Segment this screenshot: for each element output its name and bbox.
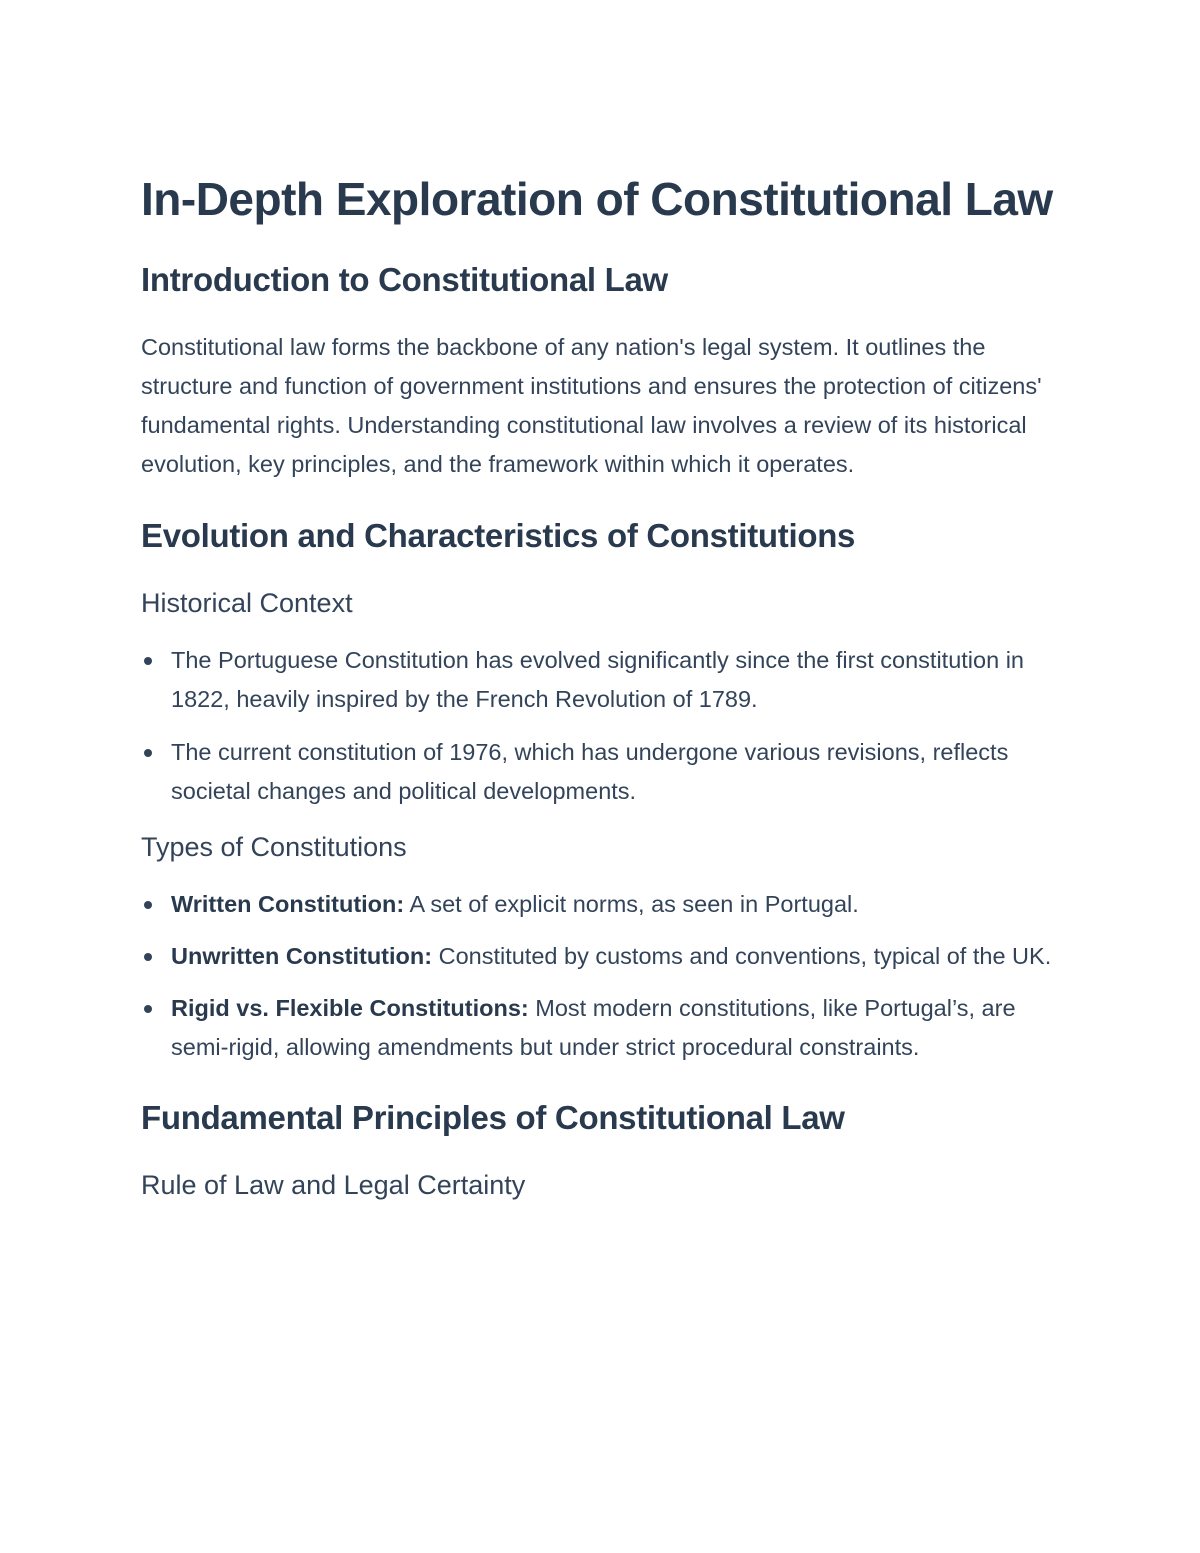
list-item-text: A set of explicit norms, as seen in Portugal. bbox=[404, 891, 859, 917]
bullet-icon bbox=[144, 1005, 152, 1013]
document-page bbox=[141, 168, 1061, 1203]
section-heading-fundamental-principles: Fundamental Principles of Constitutional Law bbox=[141, 1099, 845, 1136]
section-heading-evolution: Evolution and Characteristics of Constitutions bbox=[141, 517, 856, 554]
bullet-icon bbox=[144, 749, 152, 757]
subsection-heading-types: Types of Constitutions bbox=[141, 832, 407, 862]
types-of-constitutions-list bbox=[141, 885, 1061, 1067]
list-item-text: Most modern constitutions, like Portugal’s, are semi-rigid, allowing amendments but under strict procedural constraints. bbox=[171, 995, 1016, 1060]
list-item-term: Unwritten Constitution: bbox=[171, 943, 433, 969]
subsection-heading-rule-of-law: Rule of Law and Legal Certainty bbox=[141, 1170, 526, 1200]
bullet-icon bbox=[144, 657, 152, 665]
list-item-term: Written Constitution: bbox=[171, 891, 405, 917]
document-title: In-Depth Exploration of Constitutional Law bbox=[141, 173, 1053, 225]
bullet-icon bbox=[144, 901, 152, 909]
list-item-term: Rigid vs. Flexible Constitutions: bbox=[171, 995, 529, 1021]
list-item bbox=[141, 733, 1061, 811]
list-item bbox=[141, 937, 1061, 976]
list-item-text: The Portuguese Constitution has evolved significantly since the first constitution in 1822, heavily inspired by the French Revolution of 1789. bbox=[171, 647, 1024, 712]
section-heading-introduction: Introduction to Constitutional Law bbox=[141, 261, 668, 298]
list-item-text: Constituted by customs and conventions, typical of the UK. bbox=[432, 943, 1052, 969]
list-item-text: The current constitution of 1976, which has undergone various revisions, reflects societal changes and political developments. bbox=[171, 739, 1009, 804]
subsection-heading-historical-context: Historical Context bbox=[141, 588, 353, 618]
list-item bbox=[141, 885, 1061, 924]
historical-context-list bbox=[141, 641, 1061, 811]
list-item bbox=[141, 989, 1061, 1067]
list-item bbox=[141, 641, 1061, 719]
introduction-paragraph: Constitutional law forms the backbone of any nation's legal system. It outlines the structure and function of government institutions and ensures the protection of citizens' fundamental rights. Understanding constitutional law involves a review of its historical evolution, key principles, and the framework within which it operates. bbox=[141, 334, 1042, 477]
bullet-icon bbox=[144, 953, 152, 961]
